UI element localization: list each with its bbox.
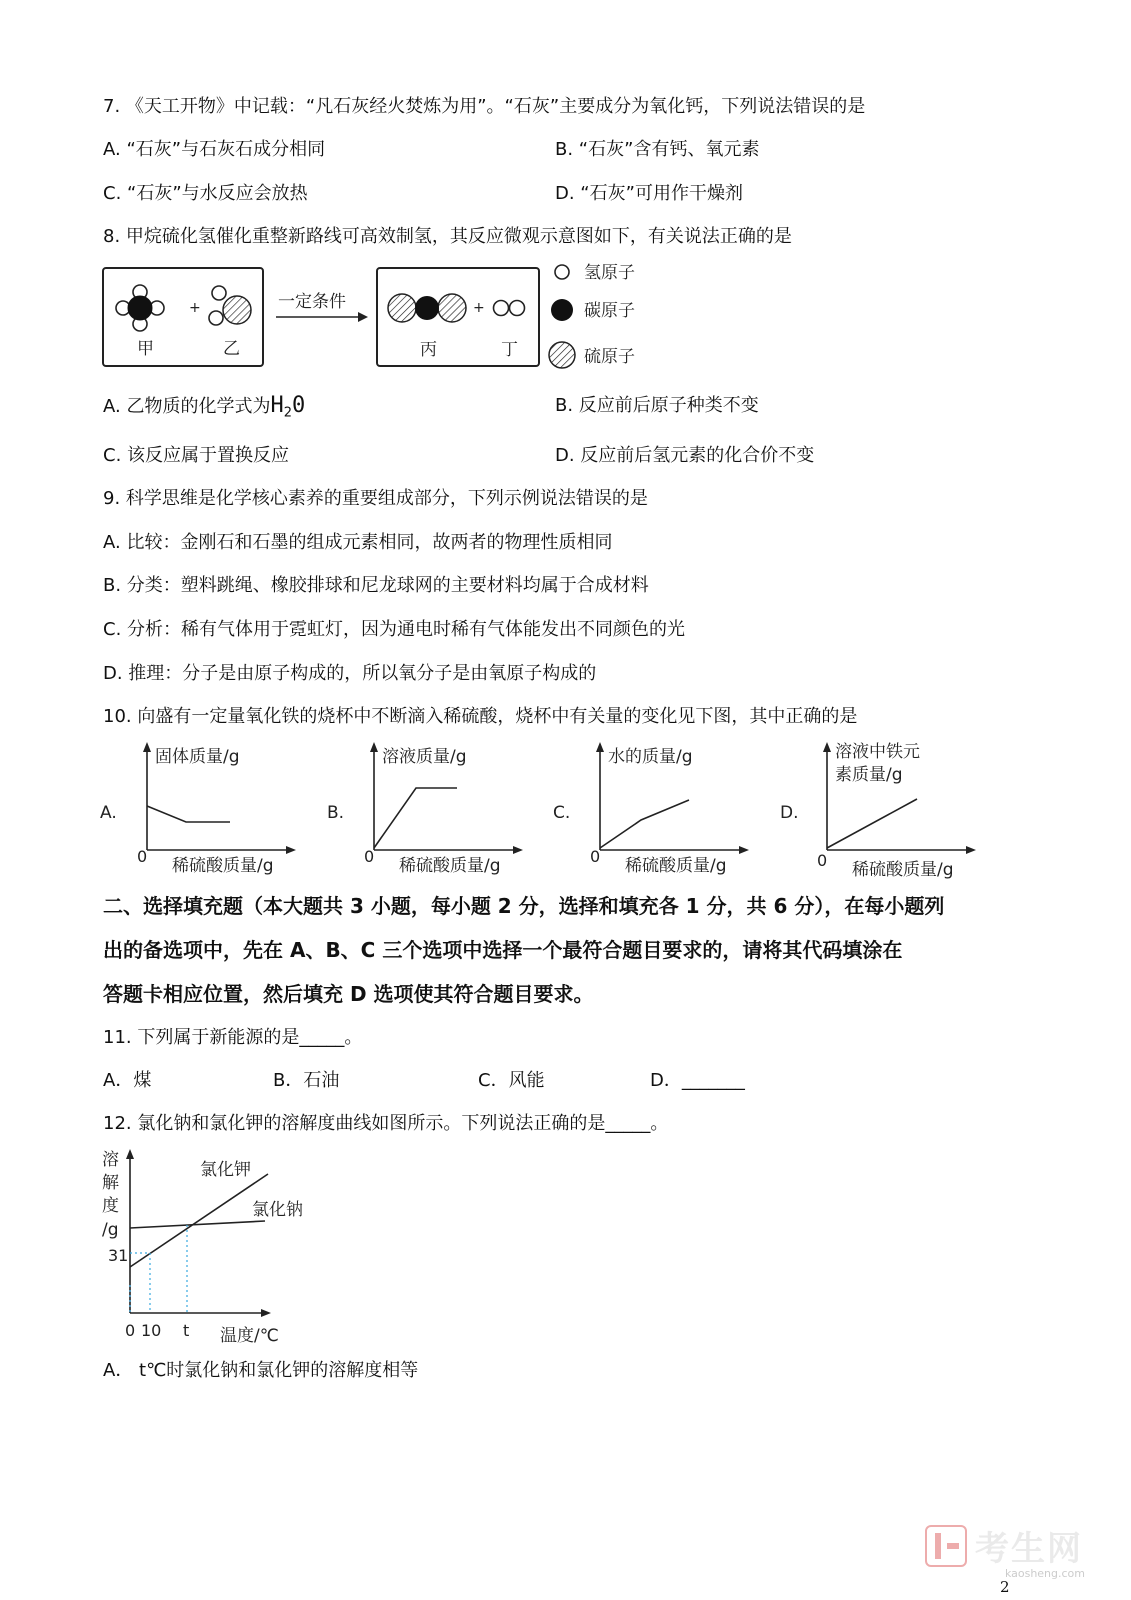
graph-b-xlabel: 稀硫酸质量/g (399, 856, 501, 876)
q8-option-a (103, 395, 305, 425)
q7-option-a: A. “石灰”与石灰石成分相同 (103, 139, 326, 160)
graph-a-label: A. (100, 803, 117, 823)
svg-text:+: + (189, 300, 201, 316)
label-jia: 甲 (137, 339, 154, 359)
graph-b-ylabel: 溶液质量/g (382, 747, 467, 767)
graph-d-curve (827, 799, 917, 848)
q9-option-c: C. 分析：稀有气体用于霓虹灯，因为通电时稀有气体能发出不同颜色的光 (103, 619, 686, 640)
graph-b-origin: 0 (364, 847, 375, 866)
graph-b-label: B. (327, 803, 345, 823)
q7-option-d: D. “石灰”可用作干燥剂 (555, 183, 743, 204)
legend-hydrogen: 氢原子 (584, 263, 635, 283)
graph-c-origin: 0 (590, 847, 601, 866)
q12-stem: 12. 氯化钠和氯化钾的溶解度曲线如图所示。下列说法正确的是_____。 (103, 1113, 669, 1134)
section2-line-1: 二、选择填充题（本大题共 3 小题，每小题 2 分，选择和填充各 1 分，共 6 分），在每小题列 (103, 894, 945, 918)
watermark-text: 考生网 (975, 1529, 1083, 1569)
y-label-2: 解 (102, 1173, 119, 1193)
q10-graph-a (100, 740, 300, 880)
q10-stem: 10. 向盛有一定量氧化铁的烧杯中不断滴入稀硫酸，烧杯中有关量的变化见下图，其中正确的是 (103, 706, 858, 727)
section2-line-2: 出的备选项中，先在 A、B、C 三个选项中选择一个最符合题目要求的，请将其代码填涂在 (103, 938, 903, 962)
page-number: 2 (1000, 1578, 1010, 1596)
graph-d-label: D. (780, 803, 799, 823)
x-tick-0: 0 (125, 1321, 136, 1340)
q8-stem: 8. 甲烷硫化氢催化重整新路线可高效制氢，其反应微观示意图如下，有关说法正确的是 (103, 226, 792, 247)
q12-solubility-graph (100, 1145, 340, 1355)
graph-c-xlabel: 稀硫酸质量/g (625, 856, 727, 876)
watermark-sub: kaosheng.com (1004, 1567, 1085, 1580)
label-yi: 乙 (223, 339, 240, 359)
q9-option-b: B. 分类：塑料跳绳、橡胶排球和尼龙球网的主要材料均属于合成材料 (103, 575, 649, 596)
graph-d-origin: 0 (817, 851, 828, 870)
q9-option-d: D. 推理：分子是由原子构成的，所以氧分子是由氧原子构成的 (103, 663, 597, 684)
kcl-curve (130, 1174, 268, 1267)
q8-option-d: D. 反应前后氢元素的化合价不变 (555, 445, 815, 466)
watermark (925, 1521, 1083, 1570)
graph-a-curve (147, 806, 230, 822)
label-bing: 丙 (420, 340, 437, 360)
legend-sulfur: 硫原子 (584, 347, 635, 367)
q7-option-b: B. “石灰”含有钙、氧元素 (555, 139, 760, 160)
q7-stem: 7. 《天工开物》中记载：“凡石灰经火焚炼为用”。“石灰”主要成分为氧化钙，下列说法错误的是 (103, 96, 866, 117)
graph-a-origin: 0 (137, 847, 148, 866)
q11-option-d: D．_______ (650, 1070, 745, 1091)
graph-a-ylabel: 固体质量/g (155, 747, 240, 767)
nacl-label: 氯化钠 (252, 1200, 303, 1220)
kcl-label: 氯化钾 (200, 1160, 251, 1180)
legend-carbon: 碳原子 (584, 301, 635, 321)
hydrogen-molecule (494, 301, 525, 316)
y-tick-31: 31 (108, 1246, 129, 1265)
q11-option-c: C．风能 (478, 1070, 545, 1091)
q8-reaction-diagram (100, 255, 660, 375)
graph-a-xlabel: 稀硫酸质量/g (172, 856, 274, 876)
x-label: 温度/℃ (220, 1326, 279, 1346)
q11-stem: 11. 下列属于新能源的是_____。 (103, 1027, 363, 1048)
graph-c-ylabel: 水的质量/g (608, 747, 693, 767)
q11-option-a: A．煤 (103, 1070, 152, 1091)
x-tick-t: t (183, 1321, 190, 1340)
carbon-disulfide-molecule (388, 294, 466, 322)
y-label-4: /g (102, 1220, 119, 1240)
q8-formula-sub: 2 (283, 405, 292, 421)
svg-text:+: + (473, 300, 485, 316)
q9-stem: 9. 科学思维是化学核心素养的重要组成部分，下列示例说法错误的是 (103, 488, 648, 509)
graph-b-curve (374, 788, 457, 848)
q8-formula-h: H (270, 393, 284, 418)
q8-option-b: B. 反应前后原子种类不变 (555, 395, 759, 416)
graph-d-ylabel-1: 溶液中铁元 (835, 742, 920, 762)
q10-graph-c (553, 740, 753, 880)
q8-option-a-text: A. 乙物质的化学式为 (103, 396, 271, 417)
legend (549, 263, 635, 368)
q10-graph-b (327, 740, 527, 880)
q12-option-a: A． t℃时氯化钠和氯化钾的溶解度相等 (103, 1360, 419, 1381)
x-tick-10: 10 (141, 1321, 162, 1340)
graph-c-curve (600, 800, 689, 848)
reaction-condition: 一定条件 (278, 292, 346, 312)
graph-c-label: C. (553, 803, 571, 823)
q7-option-c: C. “石灰”与水反应会放热 (103, 183, 308, 204)
y-label-3: 度 (102, 1196, 119, 1216)
graph-d-xlabel: 稀硫酸质量/g (852, 860, 954, 880)
q11-option-b: B．石油 (273, 1070, 340, 1091)
q9-option-a: A. 比较：金刚石和石墨的组成元素相同，故两者的物理性质相同 (103, 532, 613, 553)
section2-line-3: 答题卡相应位置，然后填充 D 选项使其符合题目要求。 (103, 982, 594, 1006)
q8-formula-o: 0 (291, 393, 306, 418)
graph-d-ylabel-2: 素质量/g (835, 765, 903, 785)
kaosheng-logo-icon (925, 1525, 967, 1567)
methane-molecule (116, 285, 164, 331)
y-label-1: 溶 (102, 1150, 119, 1170)
q10-graph-d (780, 735, 980, 885)
label-ding: 丁 (501, 340, 518, 360)
hydrogen-sulfide-molecule (209, 286, 251, 325)
q8-option-c: C. 该反应属于置换反应 (103, 445, 290, 466)
